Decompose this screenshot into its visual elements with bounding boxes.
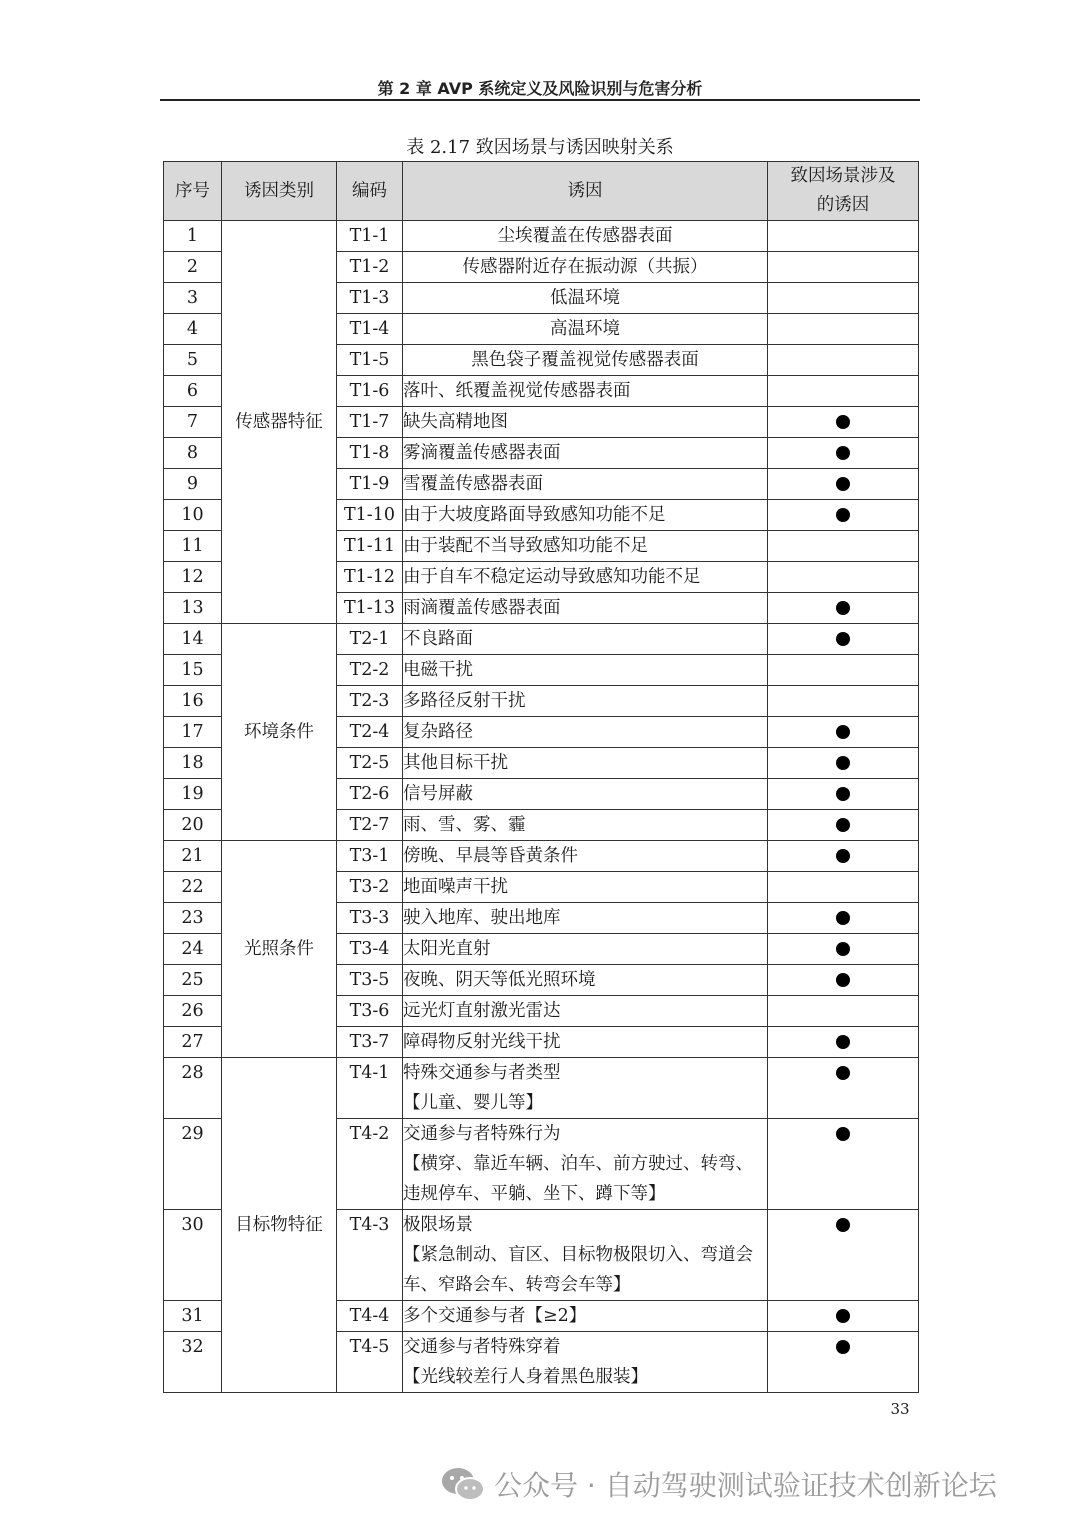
factor-text: 高温环境 xyxy=(550,319,620,339)
factor-cell xyxy=(403,221,768,252)
factor-cell xyxy=(403,283,768,314)
factor-category: 目标物特征 xyxy=(222,1058,337,1393)
row-number: 11 xyxy=(164,531,222,562)
involved-cell xyxy=(768,1301,919,1332)
factor-text: 特殊交通参与者类型 xyxy=(403,1063,561,1083)
factor-code: T1-10 xyxy=(337,500,403,531)
involved-cell xyxy=(768,345,919,376)
factor-text: 落叶、纸覆盖视觉传感器表面 xyxy=(403,381,631,401)
col-header-involved-label: 致因场景涉及的诱因 xyxy=(790,166,896,215)
factor-text: 驶入地库、驶出地库 xyxy=(403,908,561,928)
factor-code: T1-12 xyxy=(337,562,403,593)
involved-mark-icon xyxy=(836,477,850,491)
involved-cell xyxy=(768,593,919,624)
col-header-code: 编码 xyxy=(337,162,403,221)
factor-cell xyxy=(403,500,768,531)
row-number: 29 xyxy=(164,1119,222,1210)
header-rule xyxy=(160,99,920,101)
involved-mark-icon xyxy=(836,849,850,863)
involved-cell xyxy=(768,717,919,748)
factor-cell xyxy=(403,1301,768,1332)
factor-text: 信号屏蔽 xyxy=(403,784,473,804)
factor-detail: 【紧急制动、盲区、目标物极限切入、弯道会车、窄路会车、转弯会车等】 xyxy=(403,1245,753,1295)
involved-cell xyxy=(768,779,919,810)
factor-cell xyxy=(403,934,768,965)
watermark xyxy=(440,1462,997,1506)
factor-text: 雨滴覆盖传感器表面 xyxy=(403,598,561,618)
running-header: 第 2 章 AVP 系统定义及风险识别与危害分析 xyxy=(377,79,703,98)
involved-mark-icon xyxy=(836,632,850,646)
involved-cell xyxy=(768,841,919,872)
factor-text: 极限场景 xyxy=(403,1215,473,1235)
involved-cell xyxy=(768,1332,919,1393)
involved-cell xyxy=(768,1058,919,1119)
factor-cell xyxy=(403,717,768,748)
factor-code: T4-4 xyxy=(337,1301,403,1332)
col-header-category: 诱因类别 xyxy=(222,162,337,221)
row-number: 14 xyxy=(164,624,222,655)
factor-cell xyxy=(403,1058,768,1119)
involved-cell xyxy=(768,562,919,593)
row-number: 6 xyxy=(164,376,222,407)
factor-cell xyxy=(403,996,768,1027)
factor-code: T3-5 xyxy=(337,965,403,996)
factor-cell xyxy=(403,469,768,500)
involved-cell xyxy=(768,438,919,469)
involved-mark-icon xyxy=(836,725,850,739)
factor-code: T3-6 xyxy=(337,996,403,1027)
involved-cell xyxy=(768,1119,919,1210)
factor-code: T1-2 xyxy=(337,252,403,283)
factor-code: T4-1 xyxy=(337,1058,403,1119)
involved-mark-icon xyxy=(836,911,850,925)
involved-mark-icon xyxy=(836,1309,850,1323)
involved-cell xyxy=(768,531,919,562)
involved-mark-icon xyxy=(836,787,850,801)
factor-code: T2-5 xyxy=(337,748,403,779)
involved-cell xyxy=(768,996,919,1027)
factor-cell xyxy=(403,562,768,593)
factor-detail: 【光线较差行人身着黑色服装】 xyxy=(403,1367,648,1387)
involved-mark-icon xyxy=(836,973,850,987)
involved-mark-icon xyxy=(836,1127,850,1141)
factor-code: T2-1 xyxy=(337,624,403,655)
table-body xyxy=(164,221,919,1393)
col-header-factor: 诱因 xyxy=(403,162,768,221)
factor-code: T3-7 xyxy=(337,1027,403,1058)
factor-code: T2-6 xyxy=(337,779,403,810)
factor-cell xyxy=(403,252,768,283)
involved-mark-icon xyxy=(836,508,850,522)
factor-code: T1-6 xyxy=(337,376,403,407)
involved-mark-icon xyxy=(836,415,850,429)
factor-cell xyxy=(403,376,768,407)
row-number: 32 xyxy=(164,1332,222,1393)
factor-text: 由于大坡度路面导致感知功能不足 xyxy=(403,505,666,525)
factor-code: T1-13 xyxy=(337,593,403,624)
row-number: 24 xyxy=(164,934,222,965)
factor-code: T1-1 xyxy=(337,221,403,252)
factor-cell xyxy=(403,407,768,438)
factor-text: 交通参与者特殊行为 xyxy=(403,1124,561,1144)
factor-code: T2-7 xyxy=(337,810,403,841)
row-number: 21 xyxy=(164,841,222,872)
factor-cell xyxy=(403,1210,768,1301)
involved-mark-icon xyxy=(836,1066,850,1080)
factor-code: T3-3 xyxy=(337,903,403,934)
factor-cell xyxy=(403,841,768,872)
row-number: 25 xyxy=(164,965,222,996)
involved-cell xyxy=(768,1027,919,1058)
factor-code: T2-3 xyxy=(337,686,403,717)
factor-code: T1-7 xyxy=(337,407,403,438)
involved-mark-icon xyxy=(836,1340,850,1354)
table-row xyxy=(164,1058,919,1119)
row-number: 19 xyxy=(164,779,222,810)
row-number: 2 xyxy=(164,252,222,283)
factor-cell xyxy=(403,624,768,655)
factor-cell xyxy=(403,1119,768,1210)
col-header-involved xyxy=(768,162,919,221)
mapping-table xyxy=(163,161,919,1393)
table-row xyxy=(164,624,919,655)
factor-code: T3-4 xyxy=(337,934,403,965)
row-number: 13 xyxy=(164,593,222,624)
factor-code: T2-4 xyxy=(337,717,403,748)
factor-cell xyxy=(403,810,768,841)
involved-mark-icon xyxy=(836,756,850,770)
factor-code: T1-11 xyxy=(337,531,403,562)
factor-cell xyxy=(403,686,768,717)
factor-text: 傍晚、早晨等昏黄条件 xyxy=(403,846,578,866)
table-row xyxy=(164,841,919,872)
factor-text: 其他目标干扰 xyxy=(403,753,508,773)
factor-category: 传感器特征 xyxy=(222,221,337,624)
factor-code: T1-4 xyxy=(337,314,403,345)
involved-cell xyxy=(768,810,919,841)
factor-text: 雾滴覆盖传感器表面 xyxy=(403,443,561,463)
page-number: 33 xyxy=(890,1400,910,1418)
involved-cell xyxy=(768,221,919,252)
factor-text: 雨、雪、雾、霾 xyxy=(403,815,526,835)
row-number: 9 xyxy=(164,469,222,500)
factor-cell xyxy=(403,1332,768,1393)
factor-cell xyxy=(403,314,768,345)
factor-code: T1-8 xyxy=(337,438,403,469)
wechat-icon xyxy=(440,1464,486,1504)
involved-cell xyxy=(768,872,919,903)
involved-cell xyxy=(768,965,919,996)
factor-text: 电磁干扰 xyxy=(403,660,473,680)
factor-text: 复杂路径 xyxy=(403,722,473,742)
row-number: 17 xyxy=(164,717,222,748)
factor-cell xyxy=(403,748,768,779)
involved-cell xyxy=(768,283,919,314)
factor-text: 多路径反射干扰 xyxy=(403,691,526,711)
factor-text: 黑色袋子覆盖视觉传感器表面 xyxy=(471,350,699,370)
row-number: 12 xyxy=(164,562,222,593)
factor-text: 由于装配不当导致感知功能不足 xyxy=(403,536,648,556)
table-caption: 表 2.17 致因场景与诱因映射关系 xyxy=(406,137,674,158)
involved-cell xyxy=(768,934,919,965)
factor-text: 交通参与者特殊穿着 xyxy=(403,1337,561,1357)
factor-code: T2-2 xyxy=(337,655,403,686)
factor-cell xyxy=(403,655,768,686)
factor-text: 多个交通参与者【≥2】 xyxy=(403,1306,587,1326)
factor-text: 雪覆盖传感器表面 xyxy=(403,474,543,494)
table-header-row xyxy=(164,162,919,221)
involved-mark-icon xyxy=(836,446,850,460)
involved-cell xyxy=(768,252,919,283)
factor-text: 缺失高精地图 xyxy=(403,412,508,432)
involved-mark-icon xyxy=(836,1035,850,1049)
factor-code: T3-1 xyxy=(337,841,403,872)
factor-code: T4-2 xyxy=(337,1119,403,1210)
involved-cell xyxy=(768,1210,919,1301)
row-number: 26 xyxy=(164,996,222,1027)
table-row xyxy=(164,221,919,252)
row-number: 20 xyxy=(164,810,222,841)
factor-cell xyxy=(403,903,768,934)
involved-mark-icon xyxy=(836,942,850,956)
factor-cell xyxy=(403,872,768,903)
row-number: 3 xyxy=(164,283,222,314)
row-number: 7 xyxy=(164,407,222,438)
row-number: 27 xyxy=(164,1027,222,1058)
factor-cell xyxy=(403,965,768,996)
factor-text: 太阳光直射 xyxy=(403,939,491,959)
row-number: 1 xyxy=(164,221,222,252)
involved-cell xyxy=(768,686,919,717)
factor-cell xyxy=(403,531,768,562)
row-number: 18 xyxy=(164,748,222,779)
factor-detail: 【横穿、靠近车辆、泊车、前方驶过、转弯、违规停车、平躺、坐下、蹲下等】 xyxy=(403,1154,753,1204)
factor-text: 远光灯直射激光雷达 xyxy=(403,1001,561,1021)
col-header-no: 序号 xyxy=(164,162,222,221)
row-number: 16 xyxy=(164,686,222,717)
factor-text: 不良路面 xyxy=(403,629,473,649)
involved-cell xyxy=(768,903,919,934)
factor-code: T3-2 xyxy=(337,872,403,903)
row-number: 31 xyxy=(164,1301,222,1332)
factor-text: 地面噪声干扰 xyxy=(403,877,508,897)
factor-cell xyxy=(403,779,768,810)
row-number: 10 xyxy=(164,500,222,531)
row-number: 23 xyxy=(164,903,222,934)
factor-category: 光照条件 xyxy=(222,841,337,1058)
factor-cell xyxy=(403,438,768,469)
factor-text: 夜晚、阴天等低光照环境 xyxy=(403,970,596,990)
factor-cell xyxy=(403,593,768,624)
watermark-text: 公众号 · 自动驾驶测试验证技术创新论坛 xyxy=(494,1469,997,1502)
row-number: 28 xyxy=(164,1058,222,1119)
involved-cell xyxy=(768,748,919,779)
factor-code: T1-5 xyxy=(337,345,403,376)
involved-cell xyxy=(768,500,919,531)
involved-cell xyxy=(768,314,919,345)
involved-cell xyxy=(768,376,919,407)
involved-mark-icon xyxy=(836,1218,850,1232)
involved-cell xyxy=(768,407,919,438)
factor-code: T4-5 xyxy=(337,1332,403,1393)
factor-code: T1-9 xyxy=(337,469,403,500)
factor-cell xyxy=(403,1027,768,1058)
factor-detail: 【儿童、婴儿等】 xyxy=(403,1093,543,1113)
factor-text: 由于自车不稳定运动导致感知功能不足 xyxy=(403,567,701,587)
factor-cell xyxy=(403,345,768,376)
factor-code: T1-3 xyxy=(337,283,403,314)
row-number: 15 xyxy=(164,655,222,686)
row-number: 4 xyxy=(164,314,222,345)
involved-cell xyxy=(768,469,919,500)
row-number: 22 xyxy=(164,872,222,903)
factor-category: 环境条件 xyxy=(222,624,337,841)
factor-text: 尘埃覆盖在传感器表面 xyxy=(497,226,673,246)
involved-mark-icon xyxy=(836,818,850,832)
factor-text: 低温环境 xyxy=(550,288,620,308)
row-number: 5 xyxy=(164,345,222,376)
row-number: 8 xyxy=(164,438,222,469)
involved-cell xyxy=(768,624,919,655)
involved-mark-icon xyxy=(836,601,850,615)
row-number: 30 xyxy=(164,1210,222,1301)
involved-cell xyxy=(768,655,919,686)
factor-text: 障碍物反射光线干扰 xyxy=(403,1032,561,1052)
factor-text: 传感器附近存在振动源（共振） xyxy=(462,257,708,277)
factor-code: T4-3 xyxy=(337,1210,403,1301)
